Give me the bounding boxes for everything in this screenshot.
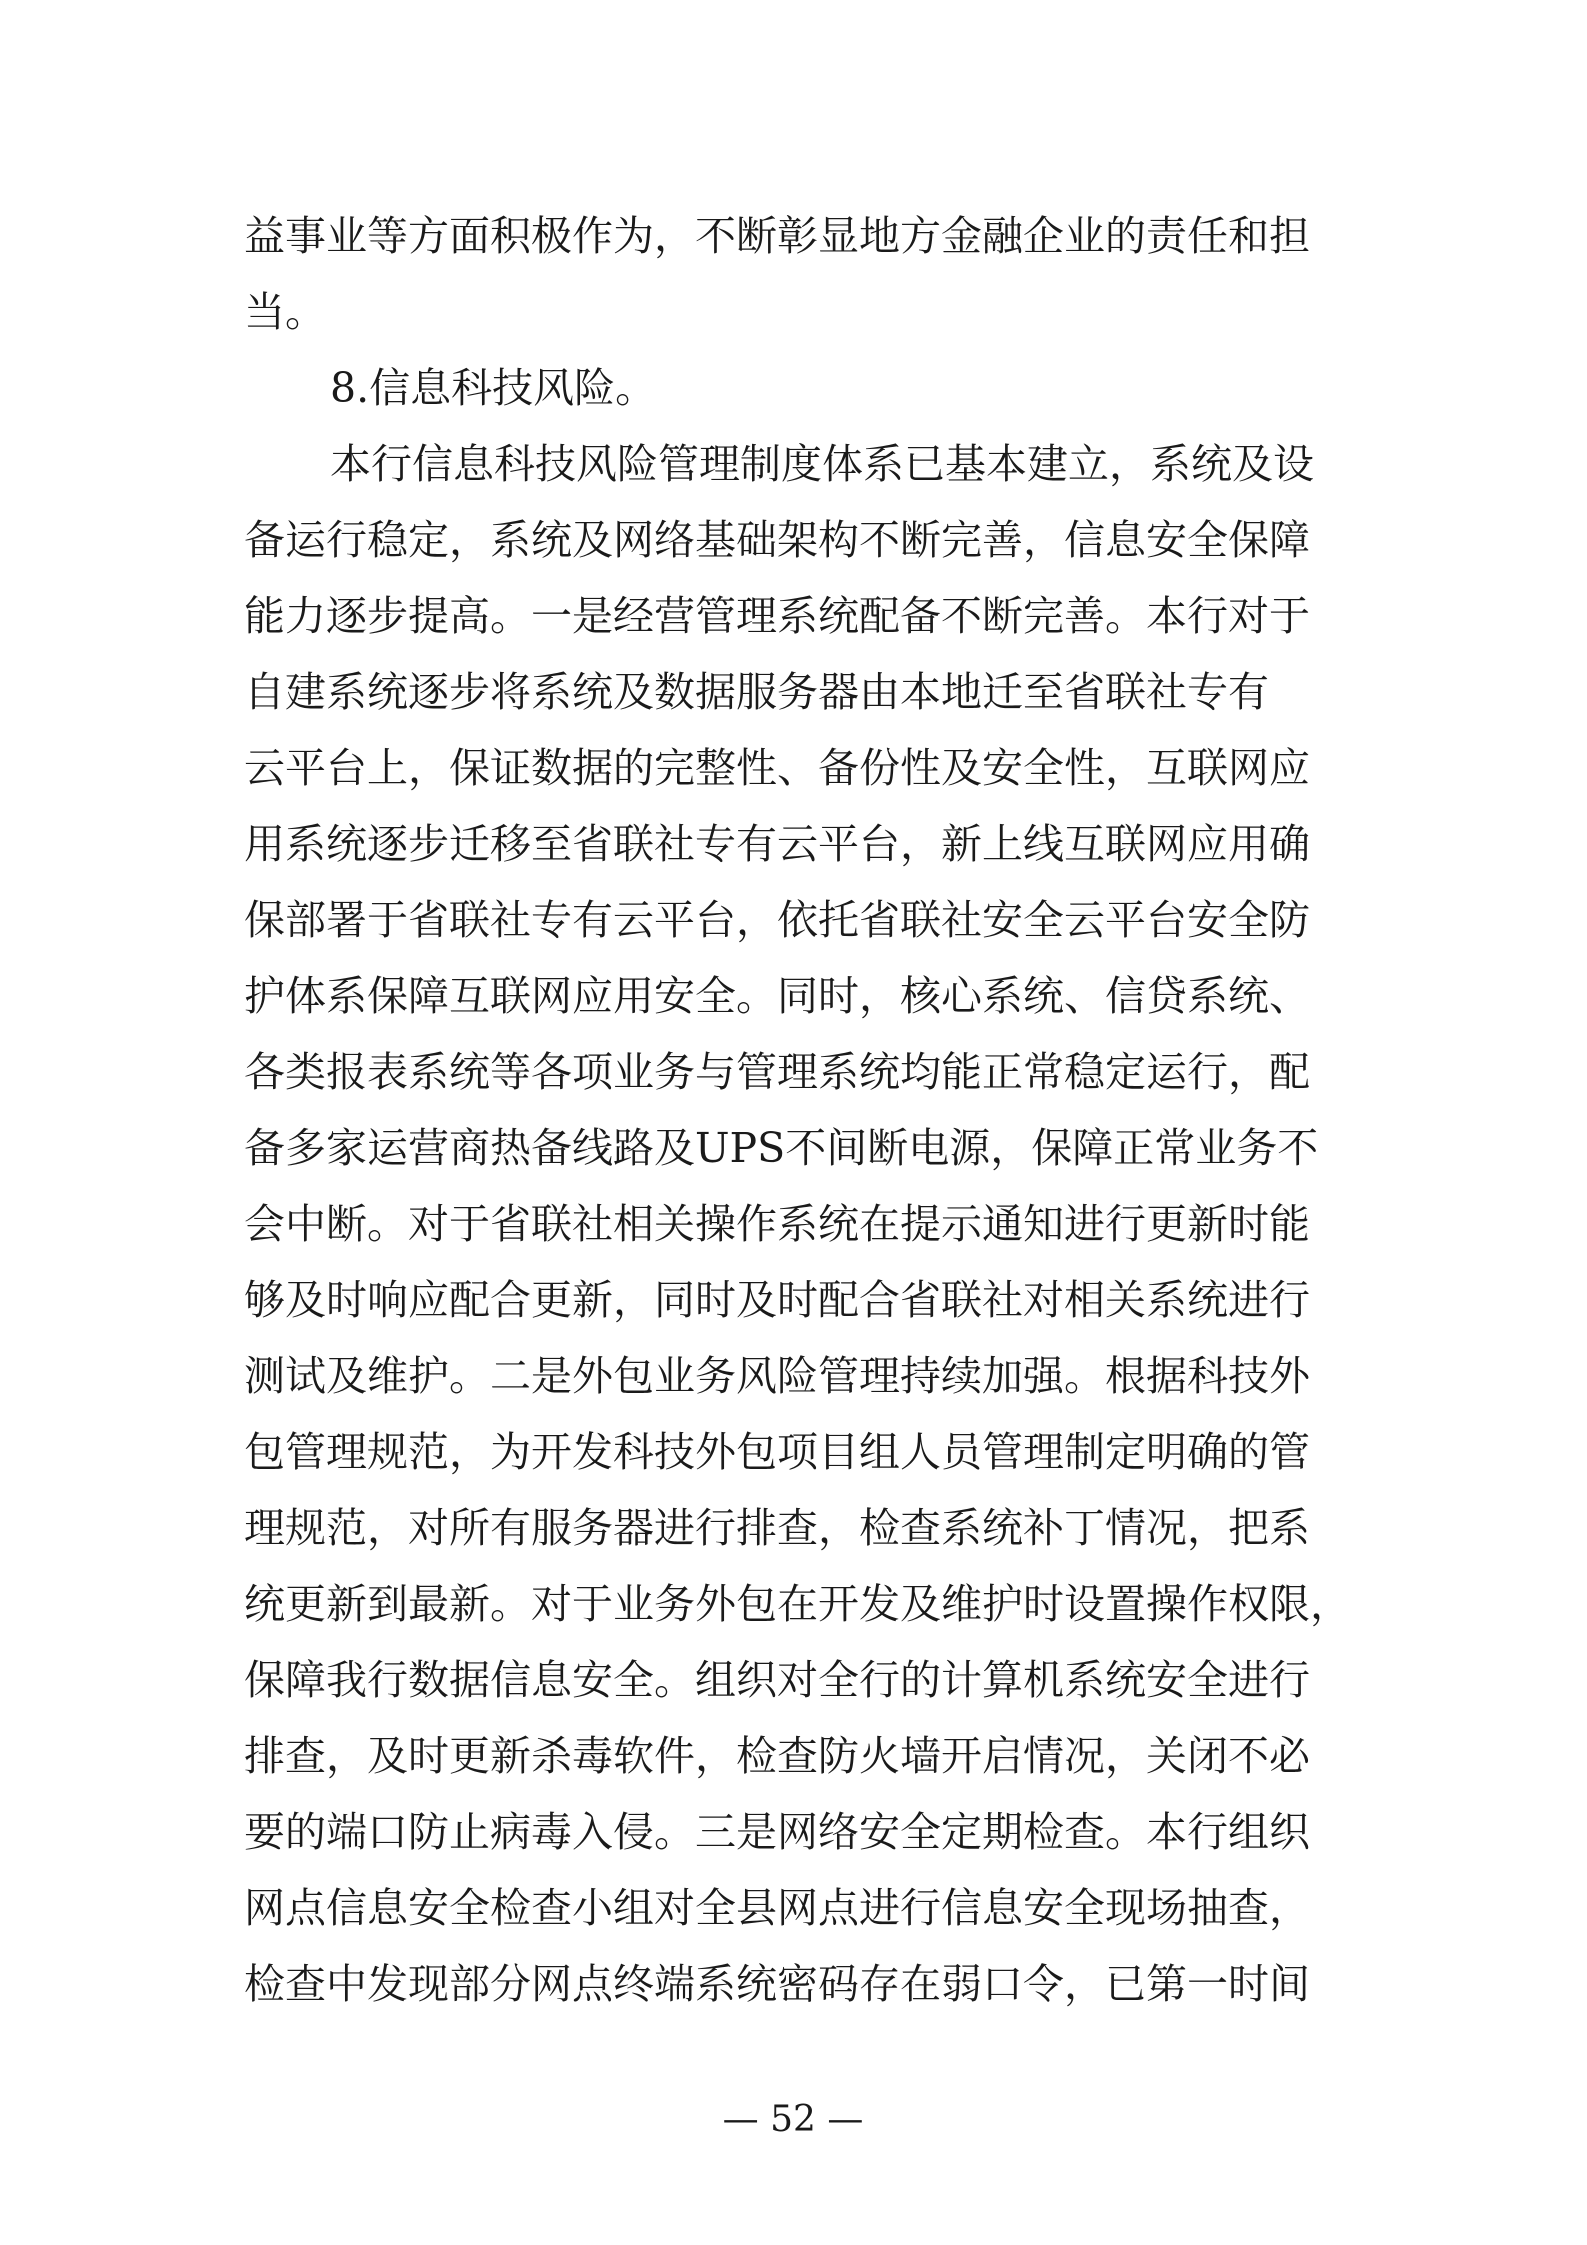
text-line: 益事业等方面积极作为，不断彰显地方金融企业的责任和担 <box>244 212 1310 260</box>
text-line: 当。 <box>244 288 326 336</box>
text-line: 云平台上，保证数据的完整性、备份性及安全性，互联网应 <box>244 744 1310 792</box>
section-heading: 8.信息科技风险。 <box>330 364 657 412</box>
page-number: — 52 — <box>722 2099 864 2140</box>
text-line: 检查中发现部分网点终端系统密码存在弱口令，已第一时间 <box>244 1960 1310 2008</box>
text-line: 会中断。对于省联社相关操作系统在提示通知进行更新时能 <box>244 1200 1310 1248</box>
text-line: 自建系统逐步将系统及数据服务器由本地迁至省联社专有 <box>244 668 1269 716</box>
text-line: 排查，及时更新杀毒软件，检查防火墙开启情况，关闭不必 <box>244 1732 1310 1780</box>
text-line: 网点信息安全检查小组对全县网点进行信息安全现场抽查， <box>244 1884 1310 1932</box>
text-line: 备运行稳定，系统及网络基础架构不断完善，信息安全保障 <box>244 516 1310 564</box>
text-line: 要的端口防止病毒入侵。三是网络安全定期检查。本行组织 <box>244 1808 1310 1856</box>
text-line: 保部署于省联社专有云平台，依托省联社安全云平台安全防 <box>244 896 1310 944</box>
text-line: 护体系保障互联网应用安全。同时，核心系统、信贷系统、 <box>244 972 1310 1020</box>
text-line: 统更新到最新。对于业务外包在开发及维护时设置操作权限， <box>244 1580 1351 1628</box>
text-line: 本行信息科技风险管理制度体系已基本建立，系统及设 <box>330 440 1314 488</box>
text-line: 各类报表系统等各项业务与管理系统均能正常稳定运行，配 <box>244 1048 1310 1096</box>
text-line: 测试及维护。二是外包业务风险管理持续加强。根据科技外 <box>244 1352 1310 1400</box>
text-line: 备多家运营商热备线路及UPS不间断电源，保障正常业务不 <box>244 1124 1319 1172</box>
text-line: 理规范，对所有服务器进行排查，检查系统补丁情况，把系 <box>244 1504 1310 1552</box>
text-line: 包管理规范，为开发科技外包项目组人员管理制定明确的管 <box>244 1428 1310 1476</box>
text-line: 保障我行数据信息安全。组织对全行的计算机系统安全进行 <box>244 1656 1310 1704</box>
text-line: 能力逐步提高。一是经营管理系统配备不断完善。本行对于 <box>244 592 1310 640</box>
text-line: 用系统逐步迁移至省联社专有云平台，新上线互联网应用确 <box>244 820 1310 868</box>
text-line: 够及时响应配合更新，同时及时配合省联社对相关系统进行 <box>244 1276 1310 1324</box>
